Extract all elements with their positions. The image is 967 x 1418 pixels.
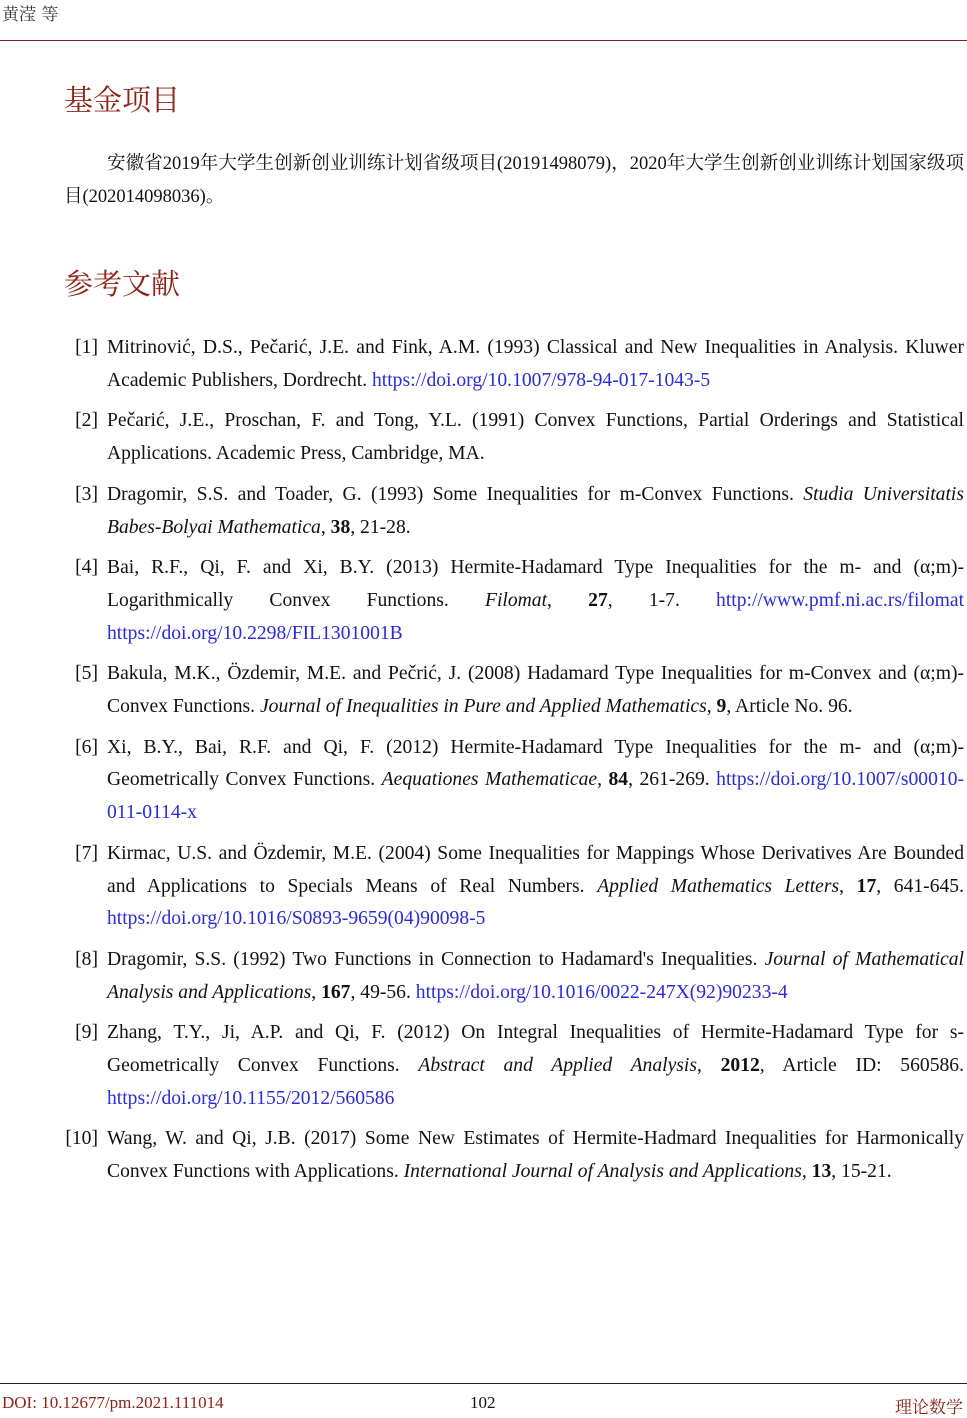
journal-name: Aequationes Mathematicae [381,769,598,791]
reference-item [64,732,964,830]
reference-text: , 21-28. [350,516,411,538]
footer-rule [0,1383,967,1384]
reference-text: Bai, R.F., Qi, F. and Xi, B.Y. (2013) Hermite-Hadamard Type Inequalities for the m- and (α;m)-Logarithmically Convex Functions. [107,557,964,611]
reference-text: Zhang, T.Y., Ji, A.P. and Qi, F. (2012) On Integral Inequalities of Hermite-Hadamard Type for s-Geometrically Convex Functions. [107,1022,964,1077]
journal-name: Abstract and Applied Analysis [418,1055,697,1077]
reference-text: Xi, B.Y., Bai, R.F. and Qi, F. (2012) Hermite-Hadamard Type Inequalities for the m- and (α;m)-Geometrically Convex Functions. [107,736,964,791]
reference-text: , 261-269. [628,769,717,791]
volume: 2012 [720,1055,760,1077]
reference-text: , [706,696,717,718]
references-heading: 参考文献 [64,267,181,301]
reference-item [64,479,964,544]
funding-heading: 基金项目 [64,83,181,117]
reference-number: [10] [65,1128,98,1150]
journal-name: Journal of Mathematical Analysis and Applications [107,948,964,1003]
reference-item [64,1123,964,1188]
reference-item [64,838,964,936]
footer-doi[interactable]: DOI: 10.12677/pm.2021.111014 [2,1393,224,1412]
reference-item [64,405,964,470]
reference-link[interactable]: https://doi.org/10.1016/0022-247X(92)90233-4 [415,981,788,1003]
reference-text: , 49-56. [350,981,416,1003]
volume: 27 [588,589,608,611]
reference-link[interactable]: https://doi.org/10.1155/2012/560586 [107,1087,395,1109]
header-rule [0,40,967,41]
reference-text: Pečarić, J.E., Proschan, F. and Tong, Y.L. (1991) Convex Functions, Partial Orderings and Statistical Applications. Academic Press, Cambridge, MA. [107,410,964,465]
reference-number: [4] [75,557,98,579]
reference-text: , [696,1055,721,1077]
reference-item [64,658,964,723]
reference-link[interactable]: http://www.pmf.ni.ac.rs/filomat [716,589,965,611]
journal-name: Studia Universitatis Babes-Bolyai Mathematica [107,483,964,538]
page-number: 102 [470,1393,496,1412]
reference-number: [1] [75,337,98,358]
reference-item [64,944,964,1009]
volume: 9 [716,696,727,718]
reference-item [64,1017,964,1115]
reference-text: , [311,981,322,1003]
reference-text: , Article ID: 560586. [759,1055,964,1077]
volume: 38 [330,516,351,538]
reference-number: [5] [75,663,98,685]
reference-text: Wang, W. and Qi, J.B. (2017) Some New Estimates of Hermite-Hadmard Inequalities for Harmonically Convex Functions with Applications. [107,1128,964,1183]
reference-number: [6] [75,736,98,758]
journal-name: International Journal of Analysis and Applications [403,1161,802,1183]
reference-link[interactable]: https://doi.org/10.1007/978-94-017-1043-5 [372,369,711,391]
reference-link[interactable]: https://doi.org/10.1007/s00010-011-0114-x [107,769,965,824]
running-header-authors: 黄滢 等 [2,5,59,25]
reference-text: , [320,516,331,538]
reference-link[interactable]: https://doi.org/10.1016/S0893-9659(04)90098-5 [107,908,486,930]
reference-text: , Article No. 96. [726,696,853,718]
reference-number: [2] [75,410,98,432]
funding-text: 安徽省2019年大学生创新创业训练计划省级项目(20191498079)，2020年大学生创新创业训练计划国家级项目(202014098036)。 [64,154,964,207]
reference-link[interactable]: https://doi.org/10.2298/FIL1301001B [107,622,403,644]
reference-text: , [839,875,857,897]
reference-text: Mitrinović, D.S., Pečarić, J.E. and Fink, A.M. (1993) Classical and New Inequalities in Analysis. Kluwer Academic Publishers, Dordrecht. [107,337,964,391]
journal-name: Applied Mathematics Letters [597,875,840,897]
reference-text: , [801,1161,812,1183]
reference-text: , 641-645. [876,875,964,897]
reference-text: , [597,769,609,791]
reference-text: Bakula, M.K., Özdemir, M.E. and Pečrić, J. (2008) Hadamard Type Inequalities for m-Convex and (α;m)-Convex Functions. [107,663,964,718]
reference-text: , 15-21. [831,1161,892,1183]
reference-number: [9] [75,1022,98,1044]
footer-journal: 理论数学 [895,1398,963,1418]
volume: 167 [321,981,351,1003]
volume: 84 [608,769,629,791]
reference-number: [7] [75,842,98,864]
reference-text: , 1-7. [607,589,717,611]
reference-item [64,332,964,397]
reference-number: [3] [75,483,98,505]
reference-text: Dragomir, S.S. and Toader, G. (1993) Some Inequalities for m-Convex Functions. [107,483,804,505]
reference-item [64,552,964,650]
volume: 17 [856,875,877,897]
reference-text: Kirmac, U.S. and Özdemir, M.E. (2004) Some Inequalities for Mappings Whose Derivatives Are Bounded and Applications to Specials Means of Real Numbers. [107,842,964,897]
reference-text: Dragomir, S.S. (1992) Two Functions in Connection to Hadamard's Inequalities. [107,948,765,970]
journal-name: Filomat [484,589,548,611]
reference-list [64,332,964,1197]
reference-text: , [547,589,589,611]
reference-number: [8] [75,948,98,970]
journal-name: Journal of Inequalities in Pure and Applied Mathematics [259,696,707,718]
volume: 13 [811,1161,832,1183]
